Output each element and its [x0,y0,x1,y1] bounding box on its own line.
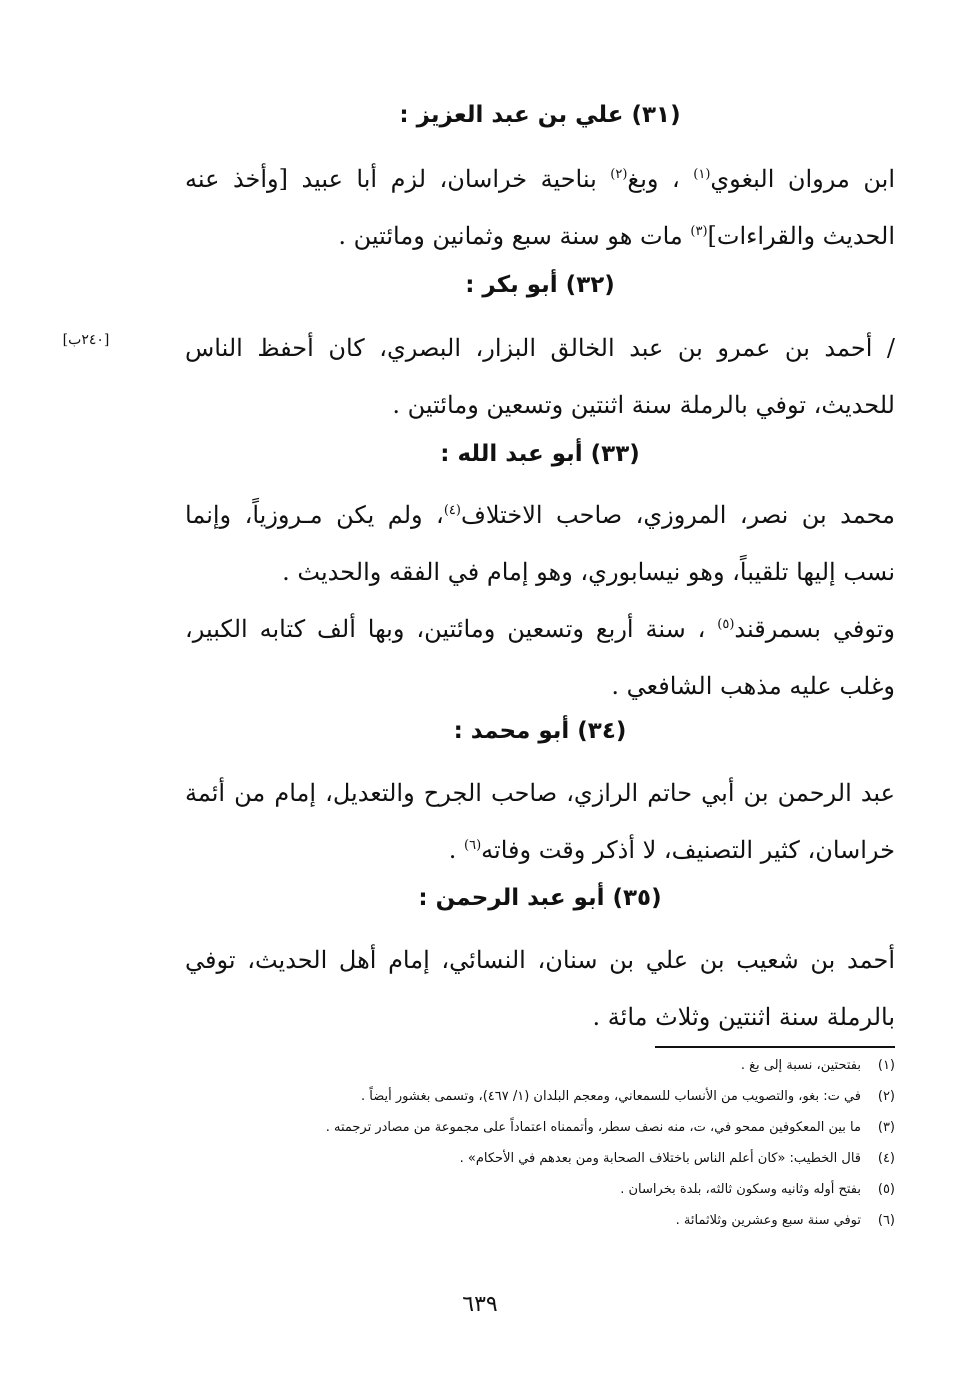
footnote-text: في ت: بغو، والتصويب من الأنساب للسمعاني، ومعجم البلدان (١/ ٤٦٧)، وتسمى بغشور أيضاً . [361,1089,861,1104]
entry-heading-31: (٣١) علي بن عبد العزيز : [399,102,681,128]
footnote [185,1050,895,1081]
entry-heading-32: (٣٢) أبو بكر : [465,272,615,298]
text-run: ، وبغ [627,165,694,193]
footnote-text: قال الخطيب: «كان أعلم الناس باختلاف الصحابة ومن بعدهم في الأحكام» . [459,1151,861,1166]
text-run: / أحمد بن عمرو بن عبد الخالق البزار، البصري، كان أحفظ الناس للحديث، توفي بالرملة سنة اثنتين وتسعين ومائتين . [185,334,895,419]
footnote-text: ما بين المعكوفين ممحو في، ت، منه نصف سطر، وأتممناه اعتماداً على مجموعة من مصادر ترجمته . [325,1120,861,1135]
entry-paragraph [185,320,895,434]
footnote-ref: (٦) [464,838,482,853]
entry-body-32 [185,320,895,434]
footnote-ref: (١) [693,167,711,182]
footnote [185,1205,895,1236]
text-run: ، سنة أربع وتسعين ومائتين، وبها ألف كتابه الكبير، وغلب عليه مذهب الشافعي . [185,615,895,700]
text-run: . [448,836,465,864]
footnote-number: (١) [877,1058,895,1073]
entry-body-31 [185,151,895,265]
entry-body-35 [185,932,895,1046]
footnote-number: (٣) [877,1120,895,1135]
footnote-number: (٦) [877,1213,895,1228]
footnote-ref: (٣) [690,224,708,239]
entry-body-34 [185,765,895,879]
entry-heading-33: (٣٣) أبو عبد الله : [440,441,640,467]
text-run: ، ولم يكن مـروزياً، وإنما نسب إليها تلقيباً، وهو نيسابوري، وهو إمام في الفقه والحديث . [185,501,895,586]
entry-paragraph [185,487,895,601]
footnote-ref: (٤) [443,503,461,518]
entry-paragraph [185,601,895,715]
text-run: وتوفي بسمرقند [734,615,895,643]
footnote [185,1081,895,1112]
footnote-text: بفتح أوله وثانيه وسكون ثالثه، بلدة بخراسان . [620,1182,861,1197]
footnote-number: (٥) [877,1182,895,1197]
text-run: مات هو سنة سبع وثمانين ومائتين . [338,222,691,250]
entry-heading-34: (٣٤) أبو محمد : [453,718,627,744]
footnote [185,1143,895,1174]
entry-body-33 [185,487,895,715]
page-number: ٦٣٩ [462,1292,498,1317]
footnote-separator [655,1046,895,1048]
text-run: محمد بن نصر، المروزي، صاحب الاختلاف [460,501,895,529]
text-run: ابن مروان البغوي [710,165,896,193]
text-run: عبد الرحمن بن أبي حاتم الرازي، صاحب الجرح والتعديل، إمام من أئمة خراسان، كثير التصنيف، لا أذكر وقت وفاته [185,779,895,864]
footnotes [185,1050,895,1236]
footnote-text: توفي سنة سبع وعشرين وثلاثمائة . [675,1213,861,1228]
footnote [185,1112,895,1143]
entry-paragraph [185,151,895,265]
footnote [185,1174,895,1205]
footnote-number: (٤) [877,1151,895,1166]
footnote-text: بفتحتين، نسبة إلى بغ . [740,1058,861,1073]
footnote-ref: (٢) [610,167,628,182]
manuscript-folio-note: [٢٤٠ب] [62,332,110,348]
entry-paragraph [185,932,895,1046]
entry-heading-35: (٣٥) أبو عبد الرحمن : [418,885,662,911]
footnote-number: (٢) [877,1089,895,1104]
footnote-ref: (٥) [717,617,735,632]
text-run: بناحية خراسان، لزم أبا عبيد [وأخذ عنه الحديث والقراءات] [185,165,895,250]
text-run: أحمد بن شعيب بن علي بن سنان، النسائي، إمام أهل الحديث، توفي بالرملة سنة اثنتين وثلاث مائة . [185,946,895,1031]
entry-paragraph [185,765,895,879]
